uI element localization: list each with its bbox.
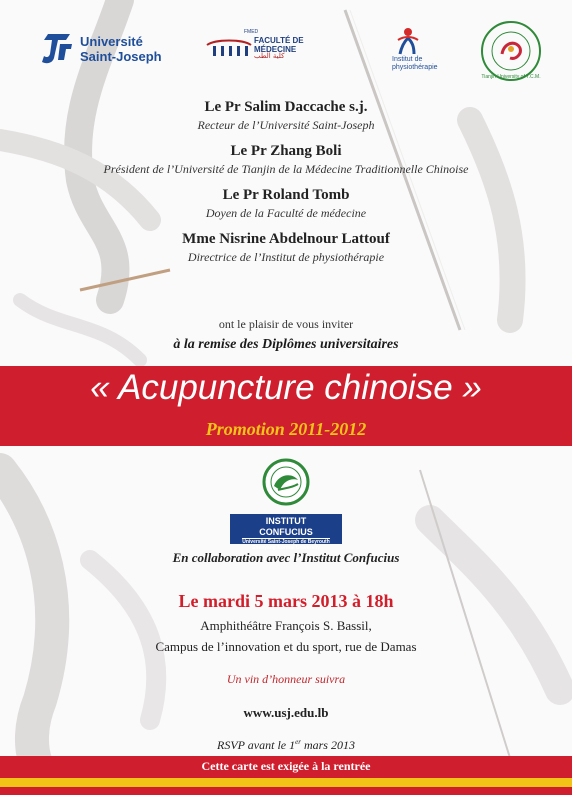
physio-line2: physiothérapie: [392, 64, 438, 71]
fm-arabic: كلية الطب: [254, 52, 285, 60]
footer-note: Cette carte est exigée à la rentrée: [201, 759, 371, 773]
website-link[interactable]: www.usj.edu.lb: [243, 705, 329, 720]
event-title: « Acupuncture chinoise »: [90, 368, 482, 407]
collaboration-text: En collaboration avec l’Institut Confucius: [172, 550, 400, 565]
promotion: Promotion 2011-2012: [205, 419, 367, 439]
columns-icon: [205, 37, 253, 57]
invite-text: ont le plaisir de vous inviter: [218, 317, 354, 331]
faculte-medecine-logo: [205, 27, 325, 69]
red-stripe: [0, 787, 572, 795]
rsvp-sup: er: [295, 738, 301, 746]
host-role: Recteur de l’Université Saint-Joseph: [197, 118, 375, 132]
venue-line1: Amphithéâtre François S. Bassil,: [200, 618, 372, 633]
host-name: Mme Nisrine Abdelnour Lattouf: [182, 231, 390, 247]
venue: [0, 615, 572, 657]
host-role: Directrice de l’Institut de physiothérapie: [187, 250, 385, 264]
tianjin-text: Tianjin University of T.C.M.: [481, 74, 541, 80]
usj-logo: [40, 30, 170, 70]
reception-note: Un vin d’honneur suivra: [226, 672, 346, 686]
host-name: Le Pr Zhang Boli: [230, 143, 342, 159]
fm-tag: FMED: [244, 29, 259, 35]
physio-figure-icon: [394, 26, 420, 56]
confucius-emblem-icon: [262, 456, 310, 510]
venue-line2: Campus de l’innovation et du sport, rue de Damas: [155, 639, 417, 654]
footer-band: [0, 756, 572, 778]
usj-line1: Université: [80, 34, 143, 49]
logo-header: [0, 0, 572, 95]
host-name: Le Pr Roland Tomb: [222, 187, 350, 203]
physio-logo: [388, 22, 458, 72]
usj-logo-icon: [40, 30, 76, 66]
confucius-sub1: Université Saint-Joseph de Beyrouth: [242, 539, 330, 545]
rsvp-note: [0, 738, 572, 753]
award-text: à la remise des Diplômes universitaires: [173, 337, 399, 352]
rsvp-prefix: RSVP avant le 1: [217, 738, 296, 752]
usj-line2: Saint-Joseph: [80, 49, 162, 64]
host-name: Le Pr Salim Daccache s.j.: [204, 99, 368, 115]
fm-line1: FACULTÉ DE: [254, 36, 304, 45]
hosts-list: [0, 98, 572, 274]
usj-logo-text: [80, 34, 162, 64]
confucius-logo: [230, 456, 342, 551]
tianjin-seal-icon: [480, 20, 542, 82]
confucius-label-box: [230, 514, 342, 551]
host-role: Président de l’Université de Tianjin de la Médecine Traditionnelle Chinoise: [103, 162, 469, 176]
event-date: Le mardi 5 mars 2013 à 18h: [178, 591, 394, 611]
physio-line1: Institut de: [392, 56, 423, 63]
gold-stripe: [0, 778, 572, 787]
fm-line2: MÉDECINE: [254, 45, 297, 54]
rsvp-suffix: mars 2013: [300, 738, 355, 752]
host-role: Doyen de la Faculté de médecine: [205, 206, 367, 220]
physio-text: [392, 56, 438, 72]
tianjin-logo: [480, 20, 542, 82]
title-band: [0, 366, 572, 446]
confucius-sub2: Shenyang Normal University: [251, 545, 321, 551]
confucius-title: INSTITUT CONFUCIUS: [242, 516, 330, 539]
